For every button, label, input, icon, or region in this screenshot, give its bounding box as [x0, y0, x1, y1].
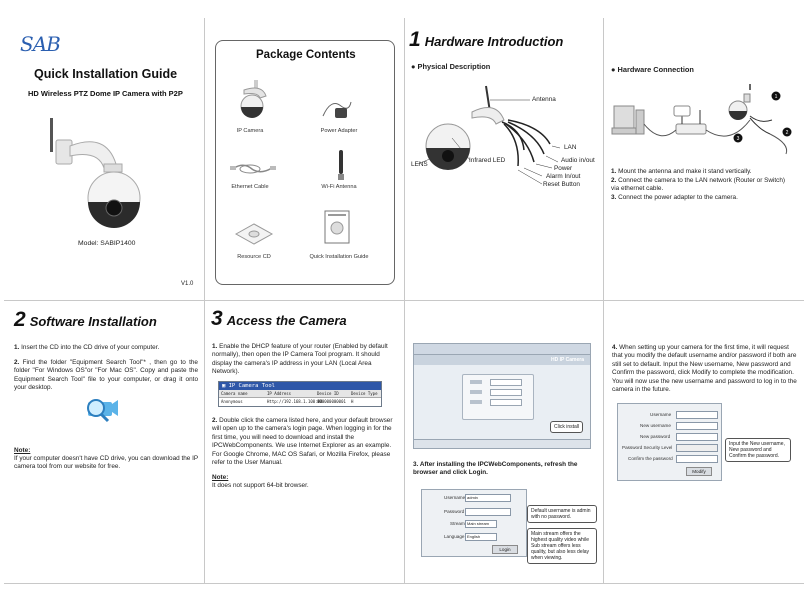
bullet-icon: ●: [611, 65, 618, 74]
model-number: Model: SABIP1400: [78, 240, 136, 247]
version-label: V1.0: [181, 281, 194, 287]
username-field[interactable]: [676, 411, 718, 419]
divider: [4, 300, 804, 301]
label-alarm: Alarm In/out: [546, 173, 581, 180]
label-lan: LAN: [564, 144, 577, 151]
camera-photo: [46, 112, 142, 232]
label-power: Power: [554, 165, 573, 172]
connection-step-1: 1. Mount the antenna and make it stand vertically.: [611, 168, 752, 175]
stream-callout: Main stream offers the highest quality video while Sub stream offers less quality, but also less delay when viewing.: [527, 528, 597, 564]
new-credentials-callout: Input the New username, New password and Confirm the password.: [725, 438, 791, 462]
connection-step-2: 2. Connect the camera to the LAN network (Router or Switch) via ethernet cable.: [611, 177, 786, 193]
access-step-2: 2. Double click the camera listed here, and your default browser will open up to the camera's login page. When logging in for the first time, you will need to download and install the IPCWebComponents. We use Internet Explorer as an example. For Google Chrome, MAC OS Safari, or Mozilla Firefox, please refer to the User Manual.: [212, 417, 393, 467]
section-heading: [14, 308, 157, 332]
stream-select[interactable]: Main stream: [465, 520, 497, 528]
divider: [4, 583, 804, 584]
divider: [204, 18, 205, 584]
section-title: Software Installation: [29, 314, 157, 329]
default-username-callout: Default username is admin with no password.: [527, 505, 597, 523]
package-contents-heading: Package Contents: [256, 49, 356, 61]
item-wifi-antenna: Wi-Fi Antenna: [321, 184, 357, 190]
username-field[interactable]: admin: [465, 494, 511, 502]
click-install-callout: Click install: [550, 421, 583, 433]
item-resource-cd: Resource CD: [237, 254, 271, 260]
access-step-4: 4. When setting up your camera for the first time, it will request that you modify the default username and/or password if both are still set to default. Input the New username, New password and Confirm the password, click Modify to complete the modification. You will now use the new username and password to log in to the camera in the future.: [612, 344, 797, 394]
table-row[interactable]: Anonymous Http://192.168.1.100:88 000000000001 H: [221, 399, 354, 404]
access-step-1: 1. Enable the DHCP feature of your router (Enabled by default normally), then open the IP Camera Tool program. It should display the camera's IP address in your LAN (Local Area Network).: [212, 343, 388, 376]
password-field[interactable]: [465, 508, 511, 516]
new-username-field[interactable]: [676, 422, 718, 430]
svg-text:2: 2: [785, 130, 789, 136]
section-number: 1: [409, 28, 421, 51]
divider: [404, 18, 405, 584]
access-step-3: 3. After installing the IPCWebComponents, refresh the browser and click Login.: [413, 461, 578, 477]
wifi-antenna-image: [334, 150, 348, 182]
page-title: Quick Installation Guide: [34, 67, 178, 81]
language-select[interactable]: English: [465, 533, 497, 541]
software-step-2: 2. Find the folder "Equipment Search Tool"* , then go to the folder "For Windows OS"or "For Mac OS". Copy and paste the Equipment Search Tool" file to your computer, or drag it onto your desktop.: [14, 359, 198, 392]
note-text: If your computer doesn't have CD drive, you can download the IP camera tool from our website for free.: [14, 455, 199, 471]
section-number: 2: [14, 308, 26, 331]
svg-text:1: 1: [774, 94, 778, 100]
login-dialog: Username admin Password Stream Main stream Language English Login: [421, 489, 527, 557]
security-level: [676, 444, 718, 452]
page-subtitle: HD Wireless PTZ Dome IP Camera with P2P: [28, 89, 183, 98]
ip-camera-tool-window: [218, 381, 382, 407]
label-infrared: Infrared LED: [469, 157, 506, 164]
ip-camera-image: [234, 78, 272, 120]
label-antenna: Antenna: [532, 96, 556, 103]
modify-button[interactable]: Modify: [686, 467, 712, 476]
bullet-icon: ●: [411, 62, 418, 71]
connection-step-3: 3. Connect the power adapter to the camera.: [611, 194, 738, 201]
search-tool-icon: [82, 394, 118, 424]
item-quick-guide: Quick Installation Guide: [309, 254, 369, 260]
item-ip-camera: IP Camera: [236, 128, 264, 134]
brand-logo: SAB: [20, 32, 60, 56]
divider: [603, 18, 604, 584]
web-banner: HD IP Camera: [414, 355, 590, 365]
section-title: Access the Camera: [226, 313, 347, 328]
browser-toolbar: [414, 344, 590, 355]
section-title: Hardware Introduction: [424, 34, 564, 49]
section-number: 3: [211, 307, 223, 330]
new-password-field[interactable]: [676, 433, 718, 441]
confirm-password-field[interactable]: [676, 455, 718, 463]
physical-description-heading: ● Physical Description: [411, 62, 491, 71]
tool-header-row: Camera name IP Address Device ID Device Type: [219, 390, 381, 398]
note-text: It does not support 64-bit browser.: [212, 482, 309, 489]
connection-diagram: [610, 84, 796, 158]
svg-text:3: 3: [736, 136, 740, 142]
modify-dialog: Username New username New password Password Security Level Confirm the password Modify: [617, 403, 722, 481]
section-heading: [409, 28, 563, 52]
power-adapter-image: [321, 96, 355, 122]
quick-guide-image: [324, 210, 350, 244]
section-heading: [211, 307, 347, 331]
label-audio: Audio in/out: [561, 157, 595, 164]
note-label: Note:: [212, 474, 229, 481]
item-ethernet-cable: Ethernet Cable: [231, 184, 269, 190]
hardware-connection-heading: ● Hardware Connection: [611, 65, 694, 74]
browser-screenshot: [413, 343, 591, 449]
note-label: Note:: [14, 447, 31, 454]
label-lens: LENS: [411, 161, 428, 168]
resource-cd-image: [234, 222, 274, 246]
software-step-1: 1. Insert the CD into the CD drive of your computer.: [14, 344, 160, 351]
label-reset: Reset Button: [543, 181, 580, 188]
ethernet-cable-image: [230, 160, 276, 178]
login-button[interactable]: Login: [492, 545, 518, 554]
item-power-adapter: Power Adapter: [320, 128, 358, 134]
tool-titlebar: ▣ IP Camera Tool: [219, 382, 381, 390]
